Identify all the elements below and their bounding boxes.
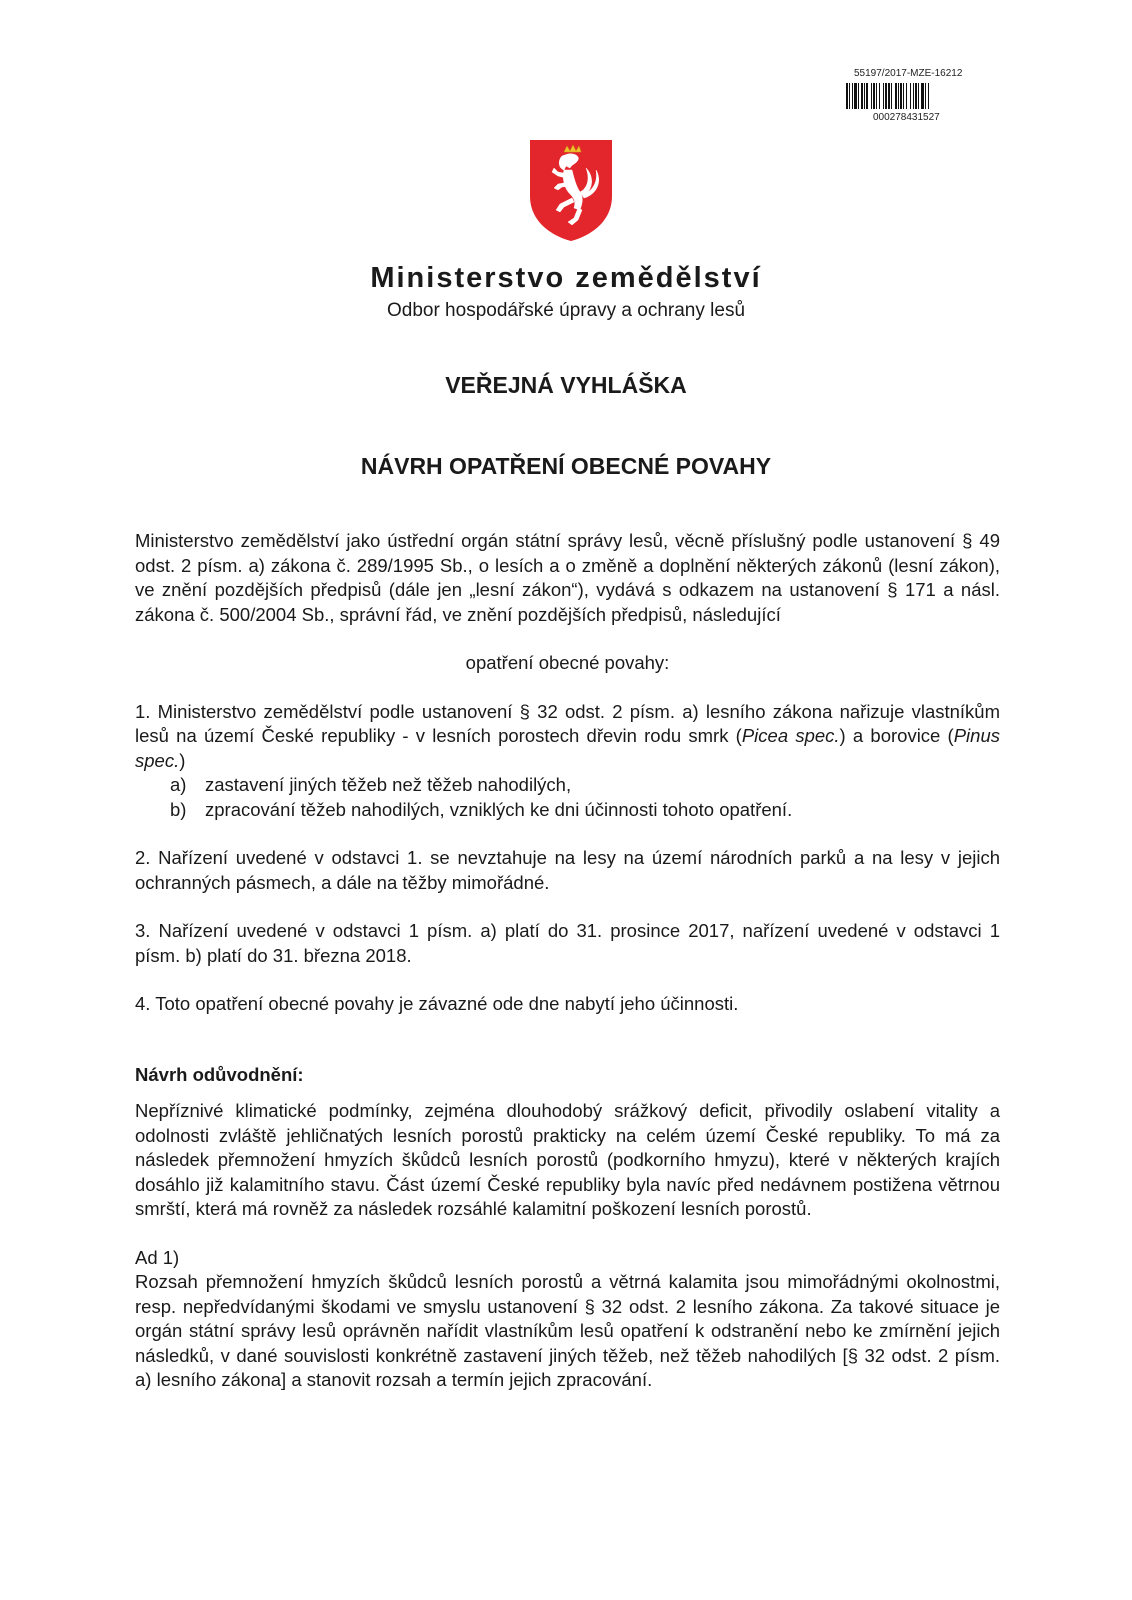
reference-number: 55197/2017-MZE-16212	[854, 68, 963, 79]
list-item: b) zpracování těžeb nahodilých, vzniklých ke dni účinnosti tohoto opatření.	[170, 798, 793, 820]
justification-paragraph: Nepříznivé klimatické podmínky, zejména dlouhodobý srážkový deficit, přivodily oslabení vitality a odolnosti zvláště jehličnatých lesních porostů prakticky na celém území České republiky. To má za následek přemnožení hmyzích škůdců lesních porostů (podkorního hmyzu), které v některých krajích dosáhlo již kalamitního stavu. Část území České republiky byla navíc před nedávnem postižena větrnou smrští, která má rovněž za následek rozsáhlé kalamitní poškození lesních porostů.	[135, 1100, 1000, 1219]
intro-paragraph: Ministerstvo zemědělství jako ústřední orgán státní správy lesů, věcně příslušný podle ustanovení § 49 odst. 2 písm. a) zákona č. 289/1995 Sb., o lesích a o změně a doplnění některých zákonů (lesní zákon), ve znění pozdějších předpisů (dále jen „lesní zákon“), vydává s odkazem na ustanovení § 171 a násl. zákona č. 500/2004 Sb., správní řád, ve znění pozdějších předpisů, následující	[135, 530, 1000, 625]
barcode-number: 000278431527	[873, 112, 940, 123]
measure-title: NÁVRH OPATŘENÍ OBECNÉ POVAHY	[360, 453, 772, 479]
point-2: 2. Nařízení uvedené v odstavci 1. se nevztahuje na lesy na území národních parků a na lesy v jejich ochranných pásmech, a dále na těžby mimořádné.	[135, 847, 1000, 893]
point-3: 3. Nařízení uvedené v odstavci 1 písm. a) platí do 31. prosince 2017, nařízení uvedené v odstavci 1 písm. b) platí do 31. března 2018.	[135, 920, 1000, 966]
document-body	[135, 529, 1000, 1417]
measure-label: opatření obecné povahy:	[465, 652, 670, 673]
point-1	[135, 700, 1000, 823]
list-item: a) zastavení jiných těžeb než těžeb nahodilých,	[170, 774, 572, 795]
department-name: Odbor hospodářské úpravy a ochrany lesů	[386, 300, 746, 321]
notice-title: VEŘEJNÁ VYHLÁŠKA	[445, 372, 687, 398]
species-pinus: Pinus spec.	[135, 725, 1000, 771]
barcode	[846, 83, 972, 109]
ad1-paragraph: Rozsah přemnožení hmyzích škůdců lesních porostů a větrná kalamita jsou mimořádnými okolnostmi, resp. nepředvídanými škodami ve smyslu ustanovení § 32 odst. 2 lesního zákona. Za takové situace je orgán státní správy lesů oprávněn nařídit vlastníkům lesů opatření k odstranění nebo ke zmírnění jejich následků, v dané souvislosti konkrétně zastavení jiných těžeb, než těžeb nahodilých [§ 32 odst. 2 písm. a) lesního zákona] a stanovit rozsah a termín jejich zpracování.	[135, 1271, 1000, 1390]
ad1-label: Ad 1)	[135, 1246, 180, 1268]
point-1-text: 1. Ministerstvo zemědělství podle ustanovení § 32 odst. 2 písm. a) lesního zákona nařizuje vlastníkům lesů na území České republiky - v lesních porostech dřevin rodu smrk (Picea spec.) a borovice (Pinus spec.)	[135, 700, 1000, 771]
point-4: 4. Toto opatření obecné povahy je závazné ode dne nabytí jeho účinnosti.	[135, 993, 739, 1014]
ministry-name: Ministerstvo zemědělství	[370, 262, 762, 294]
coat-of-arms-icon	[528, 138, 614, 242]
species-picea: Picea spec.	[741, 725, 840, 746]
justification-heading: Návrh odůvodnění:	[135, 1063, 304, 1085]
